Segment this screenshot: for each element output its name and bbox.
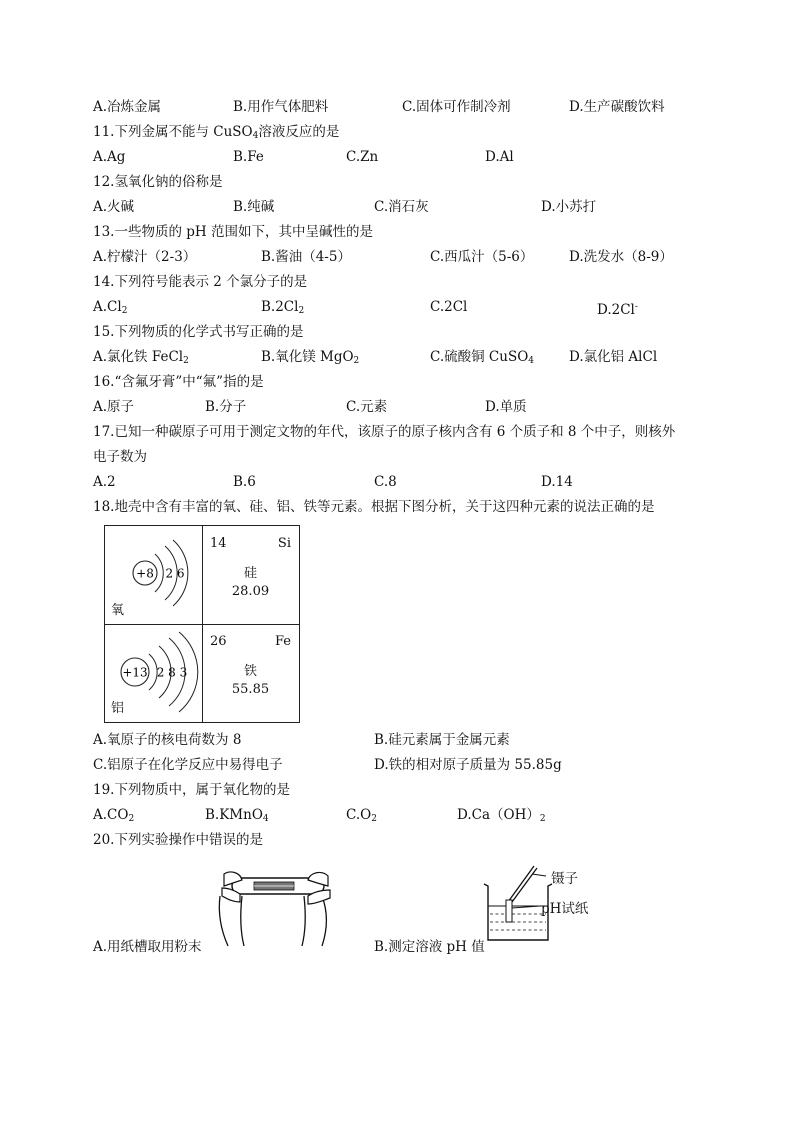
q15-text: 15.下列物质的化学式书写正确的是 bbox=[93, 324, 304, 340]
q17-stem-line1 bbox=[0, 421, 794, 443]
oxygen-shell-1 bbox=[155, 554, 163, 592]
iron-mass: 55.85 bbox=[231, 682, 270, 697]
q14-option-b: $B.2Cl_2$ bbox=[261, 299, 305, 316]
q20-text: 20.下列实验操作中错误的是 bbox=[93, 832, 263, 848]
silicon-number: 14 bbox=[210, 536, 227, 551]
q12-option-c: C.消石灰 bbox=[374, 199, 429, 215]
iron-cell bbox=[202, 624, 299, 722]
q20-option-b: B.测定溶液 pH 值 bbox=[374, 939, 485, 955]
q18-option-d: D.铁的相对原子质量为 55.85g bbox=[374, 757, 562, 773]
q12-options bbox=[0, 196, 794, 218]
aluminum-nucleus-label: +13 bbox=[122, 665, 148, 680]
q18-option-b: B.硅元素属于金属元素 bbox=[374, 732, 510, 748]
silicon-cell bbox=[202, 526, 299, 624]
silicon-mass: 28.09 bbox=[231, 584, 270, 599]
q18-options-row1 bbox=[0, 729, 794, 751]
q15-option-a: A.氯化铁 FeCl$_2$ bbox=[93, 349, 189, 366]
q14-text: 14.下列符号能表示 2 个氯分子的是 bbox=[93, 274, 308, 290]
q15-option-b: B.氧化镁 MgO$_2$ bbox=[261, 349, 360, 366]
tweezers-label: 镊子 bbox=[551, 871, 578, 887]
q13-option-a: A.柠檬汁（2-3） bbox=[93, 249, 197, 265]
q14-option-d: D.2Cl- bbox=[597, 302, 638, 318]
q17-option-d: D.14 bbox=[541, 474, 573, 490]
q19-option-c: $C.O_2$ bbox=[346, 807, 377, 824]
aluminum-shell-electrons: 2 8 3 bbox=[156, 665, 188, 680]
aluminum-name: 铝 bbox=[111, 701, 125, 716]
q13-stem bbox=[0, 221, 794, 243]
q11-text-pre: 11.下列金属不能与 CuSO bbox=[93, 124, 253, 140]
q12-option-d: D.小苏打 bbox=[541, 199, 597, 215]
q19-text: 19.下列物质中，属于氧化物的是 bbox=[93, 782, 290, 798]
oxygen-name: 氧 bbox=[111, 603, 125, 618]
q11-stem bbox=[0, 121, 794, 143]
q15-option-d: D.氯化铝 AlCl bbox=[569, 349, 658, 365]
q16-options bbox=[0, 396, 794, 418]
iron-name: 铁 bbox=[243, 664, 257, 679]
q11-option-c: C.Zn bbox=[346, 149, 379, 165]
q14-stem bbox=[0, 271, 794, 293]
q18-options-row2 bbox=[0, 754, 794, 776]
q14-options bbox=[0, 296, 794, 318]
q12-stem bbox=[0, 171, 794, 193]
q18-text: 18.地壳中含有丰富的氧、硅、铝、铁等元素。根据下图分析，关于这四种元素的说法正确的是 bbox=[93, 499, 655, 515]
q16-option-c: C.元素 bbox=[346, 399, 388, 415]
element-info-figure bbox=[104, 525, 300, 723]
q10-option-a: A.冶炼金属 bbox=[93, 99, 162, 115]
q15-option-c: C.硫酸铜 CuSO$_4$ bbox=[430, 349, 535, 366]
q12-text: 12.氢氧化钠的俗称是 bbox=[93, 174, 223, 190]
q19-option-d: $D.Ca(OH)_2$ bbox=[457, 807, 546, 824]
q11-option-b: B.Fe bbox=[233, 149, 264, 165]
q13-options bbox=[0, 246, 794, 268]
iron-number: 26 bbox=[210, 634, 227, 649]
aluminum-cell bbox=[105, 624, 202, 722]
q11-option-d: D.Al bbox=[485, 149, 514, 165]
q15-options bbox=[0, 346, 794, 368]
silicon-name: 硅 bbox=[243, 566, 257, 581]
q11-option-a: A.Ag bbox=[93, 149, 126, 165]
q10-option-c: C.固体可作制冷剂 bbox=[402, 99, 511, 115]
q10-option-d: D.生产碳酸饮料 bbox=[569, 99, 665, 115]
q11-text-post: 溶液反应的是 bbox=[258, 124, 340, 140]
q10-option-b: B.用作气体肥料 bbox=[233, 99, 329, 115]
q11-options bbox=[0, 146, 794, 168]
q20-options bbox=[0, 936, 794, 958]
q18-option-c: C.铝原子在化学反应中易得电子 bbox=[93, 757, 283, 773]
q15-stem bbox=[0, 321, 794, 343]
silicon-symbol: Si bbox=[277, 536, 291, 551]
q13-option-d: D.洗发水（8-9） bbox=[569, 249, 673, 265]
iron-symbol: Fe bbox=[274, 634, 291, 649]
q18-option-a: A.氧原子的核电荷数为 8 bbox=[93, 732, 242, 748]
ph-paper-label: pH试纸 bbox=[541, 901, 589, 917]
oxygen-nucleus-label: +8 bbox=[136, 566, 154, 581]
oxygen-cell bbox=[105, 526, 202, 624]
q19-option-a: $A.CO_2$ bbox=[93, 807, 135, 824]
q17-option-c: C.8 bbox=[374, 474, 397, 490]
q16-stem bbox=[0, 371, 794, 393]
q13-text: 13.一些物质的 pH 范围如下，其中呈碱性的是 bbox=[93, 224, 373, 240]
q14-option-a: $A.Cl_2$ bbox=[93, 299, 128, 316]
q17-option-a: A.2 bbox=[93, 474, 116, 490]
q16-option-a: A.原子 bbox=[93, 399, 135, 415]
q12-option-b: B.纯碱 bbox=[233, 199, 275, 215]
q18-stem bbox=[0, 496, 794, 518]
q10-options bbox=[0, 96, 794, 118]
q17-stem-line2 bbox=[0, 446, 794, 468]
oxygen-shell-electrons: 2 6 bbox=[165, 566, 185, 581]
q16-option-b: B.分子 bbox=[205, 399, 247, 415]
q16-option-d: D.单质 bbox=[485, 399, 527, 415]
q14-option-c: C.2Cl bbox=[430, 299, 468, 315]
q19-stem bbox=[0, 779, 794, 801]
q20-option-a: A.用纸槽取用粉末 bbox=[93, 939, 202, 955]
q19-option-b: B.KMnO$_4$ bbox=[205, 807, 269, 824]
q13-option-b: B.酱油（4-5） bbox=[261, 249, 351, 265]
q20-stem bbox=[0, 829, 794, 851]
q17-text-line1: 17.已知一种碳原子可用于测定文物的年代，该原子的原子核内含有 6 个质子和 8 个中子，则核外 bbox=[93, 424, 676, 440]
q13-option-c: C.西瓜汁（5-6） bbox=[430, 249, 534, 265]
q16-text: 16.“含氟牙膏”中“氟”指的是 bbox=[93, 374, 264, 390]
q19-options bbox=[0, 804, 794, 826]
q17-option-b: B.6 bbox=[233, 474, 256, 490]
q17-options bbox=[0, 471, 794, 493]
q17-text-line2: 电子数为 bbox=[93, 449, 147, 465]
q12-option-a: A.火碱 bbox=[93, 199, 135, 215]
q11-sub: 4 bbox=[252, 131, 259, 141]
